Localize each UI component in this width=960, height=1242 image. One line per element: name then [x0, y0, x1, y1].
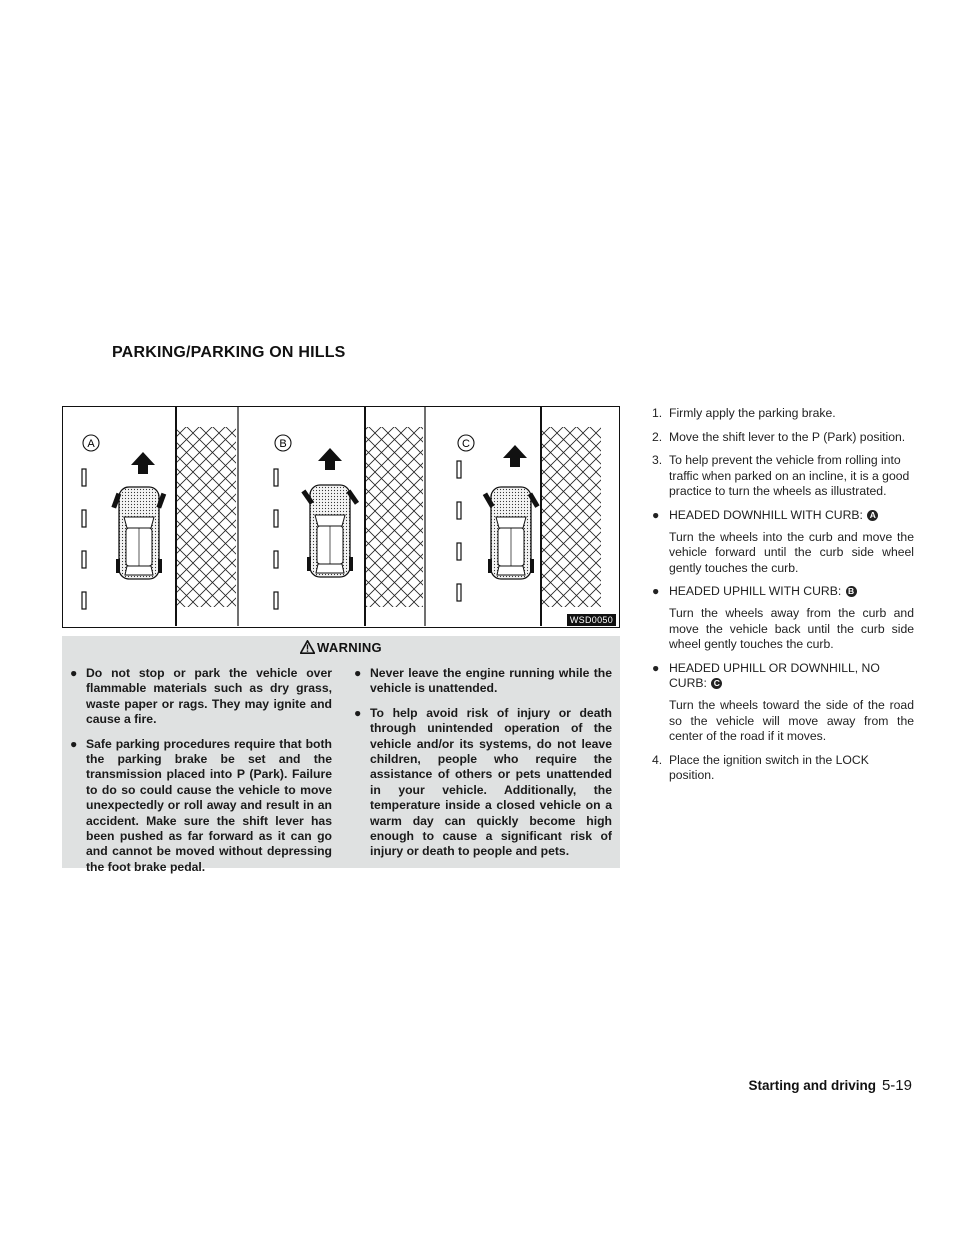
label-b: B	[279, 438, 287, 450]
no-curb-desc: Turn the wheels toward the side of the road so the vehicle will move away from the center of the road if it moves.	[669, 697, 914, 744]
parking-steps	[652, 406, 914, 792]
chapter-name: Starting and driving	[748, 1078, 876, 1093]
warning-column-left	[70, 666, 332, 884]
uphill-with-curb: ● HEADED UPHILL WITH CURB: B	[652, 584, 914, 600]
label-a: A	[87, 438, 95, 450]
marker-b: B	[846, 586, 857, 597]
step-1: 1. Firmly apply the parking brake.	[652, 406, 836, 420]
figure-code: WSD0050	[567, 614, 616, 626]
warning-column-right	[354, 666, 612, 869]
warning-item: ● To help avoid risk of injury or death through unintended operation of the vehicle and/or its systems, do not leave children, people who require the assistance of others or pets unattended in your vehicle. Additionally, the temperature inside a closed vehicle on a warm day can quickly become high enough to cause a significant risk of injury or death to people and pets.	[354, 705, 612, 859]
panel-a	[82, 407, 238, 626]
uphill-with-curb-desc: Turn the wheels away from the curb and move the vehicle back until the curb side wheel gently touches the curb.	[669, 605, 914, 652]
warning-title	[62, 640, 620, 657]
warning-item: ● Never leave the engine running while the vehicle is unattended.	[354, 666, 612, 696]
panel-b	[274, 407, 425, 626]
warning-item: ● Safe parking procedures require that both the parking brake be set and the transmission placed into P (Park). Failure to do so could cause the vehicle to move unexpectedly or roll away and result in an accident. Make sure the shift lever has been pushed as far forward as it can go and cannot be moved without depressing the foot brake pedal.	[70, 736, 332, 874]
warning-box	[62, 636, 620, 874]
parking-on-hills-figure	[62, 406, 620, 628]
panel-c	[457, 407, 601, 626]
downhill-with-curb-desc: Turn the wheels into the curb and move the vehicle forward until the curb side wheel gently touches the curb.	[669, 529, 914, 575]
step-4: 4. Place the ignition switch in the LOCK position.	[652, 752, 869, 783]
step-2: 2. Move the shift lever to the P (Park) position.	[652, 429, 906, 444]
warning-title-text: WARNING	[317, 640, 382, 655]
section-title: PARKING/PARKING ON HILLS	[112, 344, 346, 361]
step-3: 3. To help prevent the vehicle from rolling into traffic when parked on an incline, it is a good practice to turn the wheels as illustrated.	[652, 453, 910, 499]
marker-c: C	[711, 678, 722, 689]
page-number: 5-19	[881, 1077, 912, 1094]
marker-a: A	[867, 510, 878, 521]
no-curb: ● HEADED UPHILL OR DOWNHILL, NO CURB: C	[652, 660, 880, 691]
page-footer	[748, 1077, 912, 1094]
downhill-with-curb: ● HEADED DOWNHILL WITH CURB: A	[652, 508, 914, 524]
warning-triangle-icon	[300, 640, 315, 657]
parking-illustration	[63, 407, 618, 626]
label-c: C	[462, 438, 470, 450]
warning-item: ● Do not stop or park the vehicle over flammable materials such as dry grass, waste paper or rags. They may ignite and cause a fire.	[70, 666, 332, 727]
